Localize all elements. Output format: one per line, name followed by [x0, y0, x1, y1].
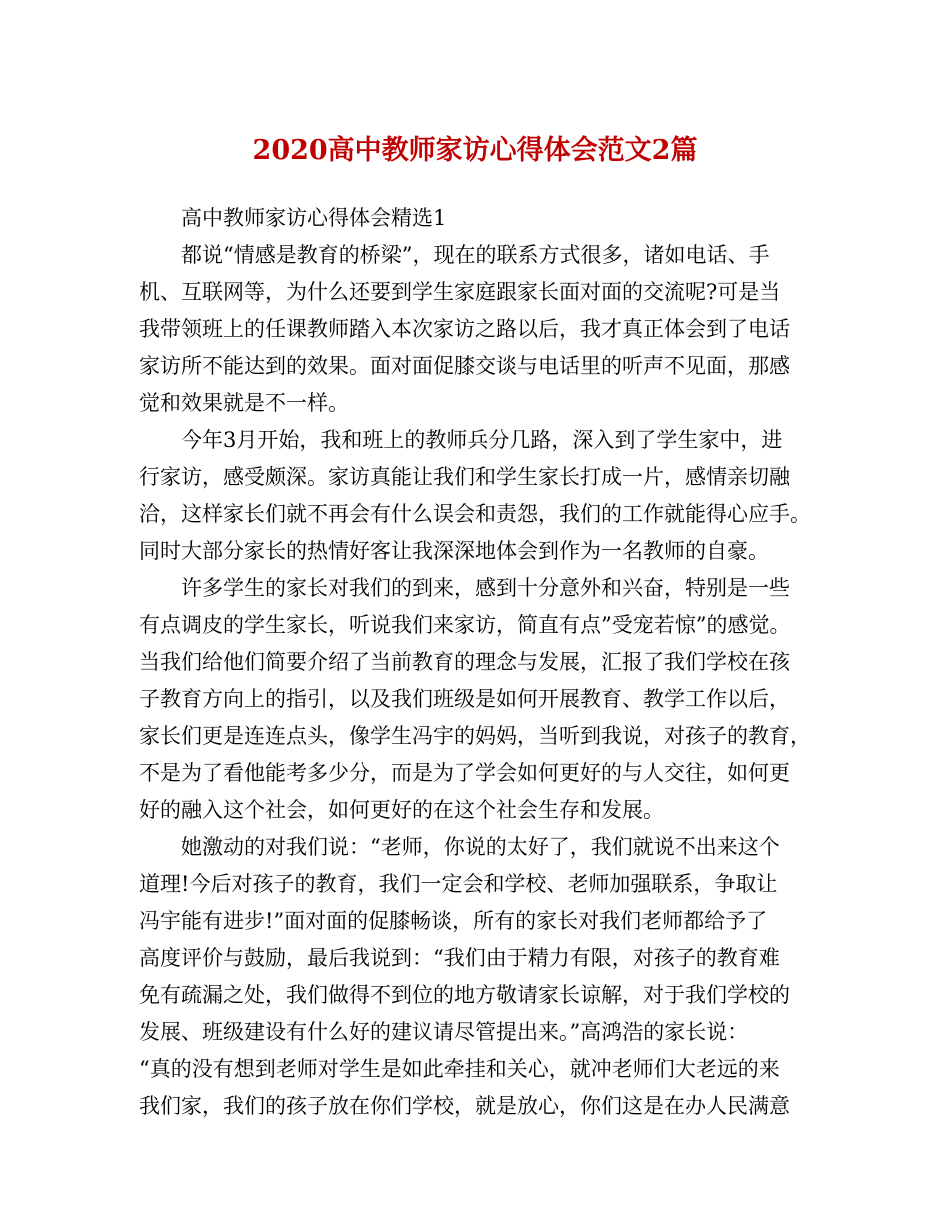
- paragraph-line: 子教育方向上的指引，以及我们班级是如何开展教育、教学工作以后，: [139, 687, 790, 711]
- paragraph-line: 免有疏漏之处，我们做得不到位的地方敬请家长谅解，对于我们学校的: [139, 983, 790, 1007]
- paragraph-line: 觉和效果就是不一样。: [139, 391, 349, 415]
- paragraph-line: 道理!今后对孩子的教育，我们一定会和学校、老师加强联系，争取让: [139, 872, 778, 896]
- paragraph-line: 洽，这样家长们就不再会有什么误会和责怨，我们的工作就能得心应手。: [139, 502, 811, 526]
- paragraph-line: 不是为了看他能考多少分，而是为了学会如何更好的与人交往，如何更: [139, 761, 790, 785]
- paragraph-line: 机、互联网等，为什么还要到学生家庭跟家长面对面的交流呢?可是当: [139, 280, 781, 304]
- paragraph-line: 她激动的对我们说：“老师，你说的太好了，我们就说不出来这个: [181, 835, 780, 859]
- paragraph-line: 冯宇能有进步!”面对面的促膝畅谈，所有的家长对我们老师都给予了: [139, 909, 768, 933]
- paragraph-line: 有点调皮的学生家长，听说我们来家访，简直有点”受宠若惊”的感觉。: [139, 613, 791, 637]
- paragraph-line: 发展、班级建设有什么好的建议请尽管提出来。”高鸿浩的家长说：: [139, 1020, 749, 1044]
- paragraph-line: “真的没有想到老师对学生是如此牵挂和关心，就冲老师们大老远的来: [139, 1057, 780, 1081]
- paragraph-line: 当我们给他们简要介绍了当前教育的理念与发展，汇报了我们学校在孩: [139, 650, 790, 674]
- paragraph-line: 好的融入这个社会，如何更好的在这个社会生存和发展。: [139, 798, 664, 822]
- paragraph-line: 我们家，我们的孩子放在你们学校，就是放心，你们这是在办人民满意: [139, 1094, 790, 1118]
- document-body: [139, 200, 829, 1125]
- paragraph-line: 今年3月开始，我和班上的教师兵分几路，深入到了学生家中，进: [181, 428, 783, 452]
- paragraph-line: 高度评价与鼓励，最后我说到：“我们由于精力有限，对孩子的教育难: [139, 946, 780, 970]
- paragraph-line: 同时大部分家长的热情好客让我深深地体会到作为一名教师的自豪。: [139, 539, 769, 563]
- section-heading: 高中教师家访心得体会精选1: [181, 206, 447, 230]
- document-title: 2020高中教师家访心得体会范文2篇: [252, 135, 698, 166]
- paragraph-line: 我带领班上的任课教师踏入本次家访之路以后，我才真正体会到了电话: [139, 317, 790, 341]
- paragraph-line: 家长们更是连连点头，像学生冯宇的妈妈，当听到我说，对孩子的教育，: [139, 724, 811, 748]
- paragraph-line: 家访所不能达到的效果。面对面促膝交谈与电话里的听声不见面，那感: [139, 354, 790, 378]
- paragraph-line: 行家访，感受颇深。家访真能让我们和学生家长打成一片，感情亲切融: [139, 465, 790, 489]
- paragraph-line: 都说“情感是教育的桥梁”，现在的联系方式很多，诸如电话、手: [181, 243, 770, 267]
- paragraph-line: 许多学生的家长对我们的到来，感到十分意外和兴奋，特别是一些: [181, 576, 790, 600]
